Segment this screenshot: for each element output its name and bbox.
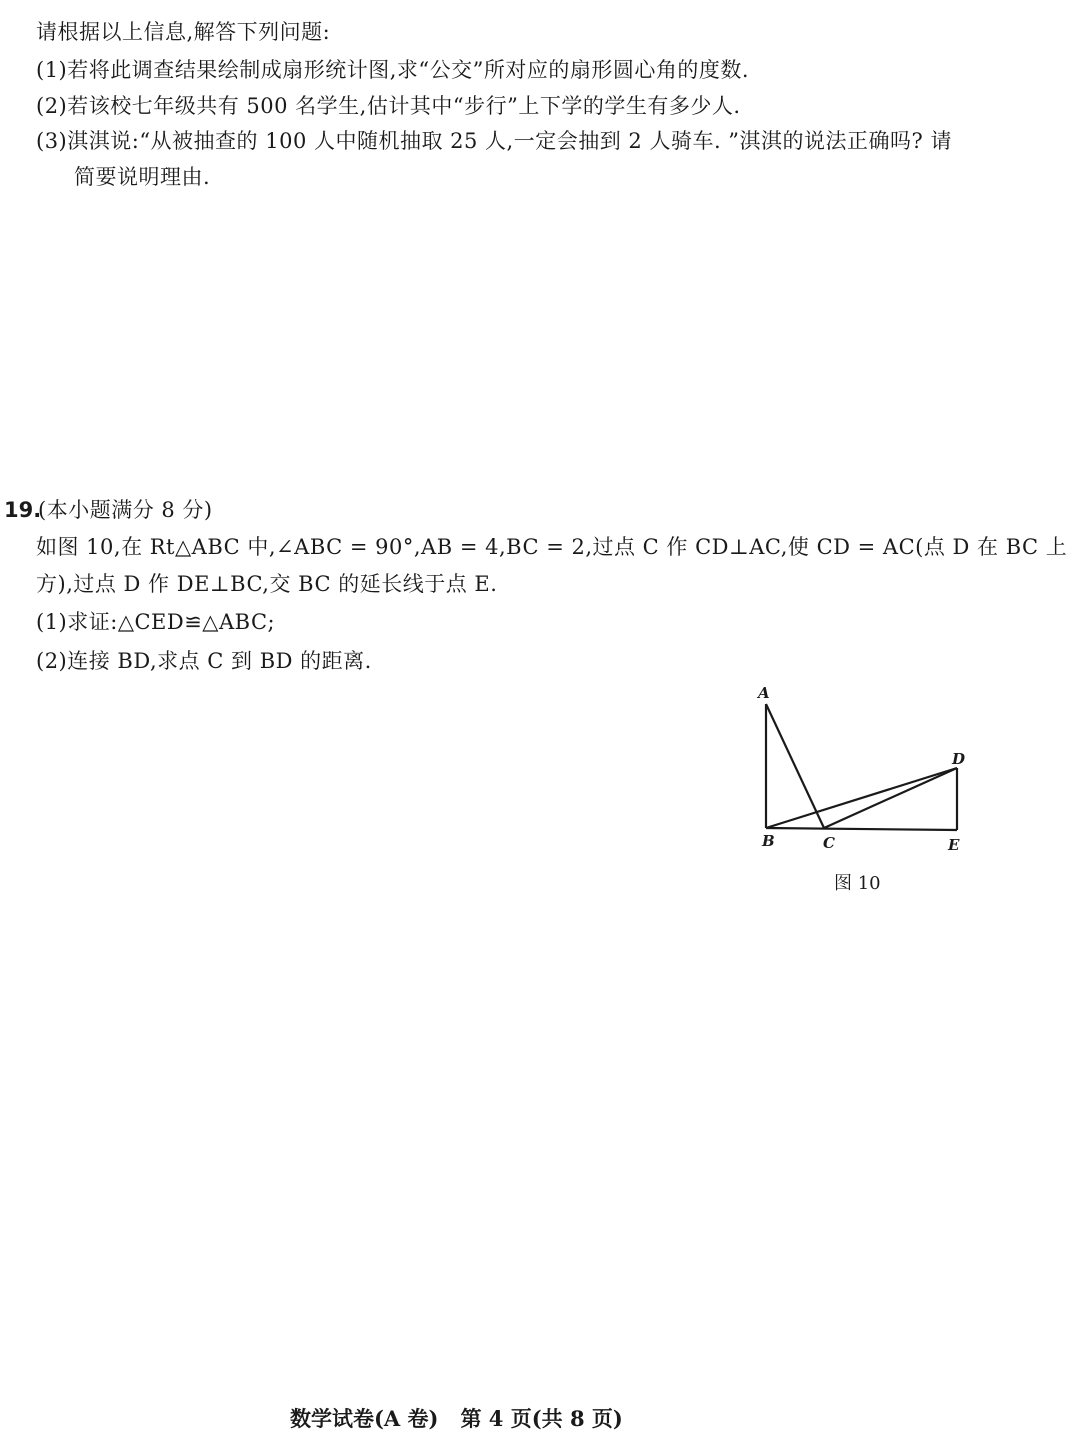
geometry-figure <box>740 678 980 868</box>
question-part-2: (2)若该校七年级共有 500 名学生,估计其中“步行”上下学的学生有多少人. <box>36 94 741 118</box>
question-part-1: (1)求证:△CED≌△ABC; <box>36 610 276 634</box>
point-label-e: E <box>948 836 960 854</box>
page-number: 第 4 页(共 8 页) <box>460 1406 623 1431</box>
segment-ac <box>766 704 824 828</box>
segment-cd <box>824 768 957 828</box>
segment-be <box>766 828 957 830</box>
page-footer <box>290 1405 645 1433</box>
point-label-c: C <box>823 834 835 852</box>
point-label-b: B <box>762 832 775 850</box>
question-number: 19. <box>4 498 42 522</box>
question-part-3: (3)淇淇说:“从被抽查的 100 人中随机抽取 25 人,一定会抽到 2 人骑车. ”淇淇的说法正确吗? 请 <box>36 129 952 153</box>
exam-title: 数学试卷(A 卷) <box>290 1406 439 1431</box>
question-stem: 如图 10,在 Rt△ABC 中,∠ABC = 90°,AB = 4,BC = 2,过点 C 作 CD⊥AC,使 CD = AC(点 D 在 BC 上 <box>36 535 1068 559</box>
point-label-d: D <box>952 750 966 768</box>
figure-caption: 图 10 <box>834 873 881 894</box>
question-header: (本小题满分 8 分) <box>38 498 213 522</box>
point-label-a: A <box>758 684 770 702</box>
question-part-2: (2)连接 BD,求点 C 到 BD 的距离. <box>36 649 372 673</box>
question-stem-continued: 方),过点 D 作 DE⊥BC,交 BC 的延长线于点 E. <box>36 572 498 596</box>
instruction-text: 请根据以上信息,解答下列问题: <box>36 20 331 44</box>
question-part-1: (1)若将此调查结果绘制成扇形统计图,求“公交”所对应的扇形圆心角的度数. <box>36 58 750 82</box>
question-part-3-continued: 简要说明理由. <box>74 165 211 189</box>
segment-bd <box>766 768 957 828</box>
